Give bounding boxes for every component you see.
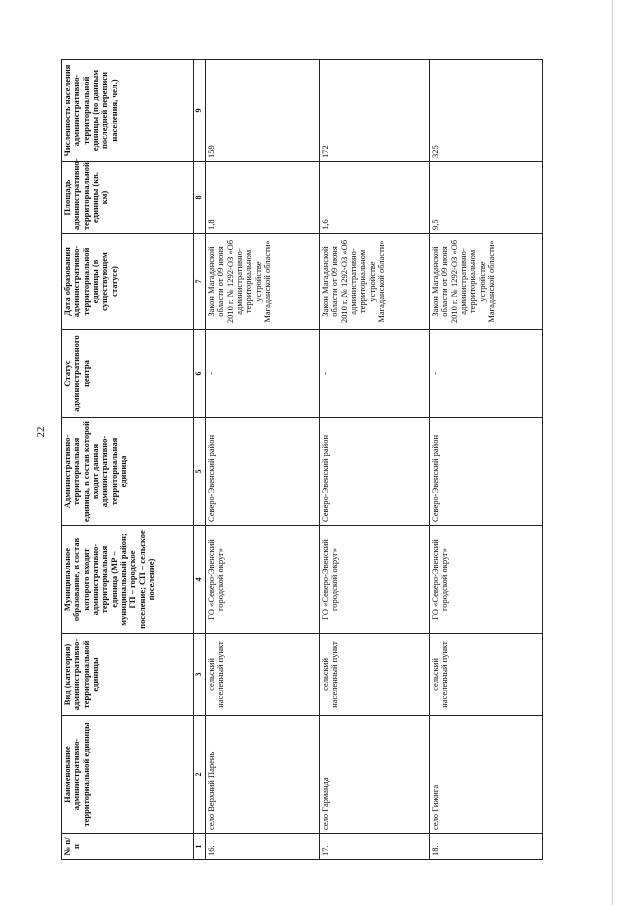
unit-kind: сельский населенный пункт xyxy=(320,634,430,716)
header-cell: Вид (категория) административно-территориальной единицы xyxy=(62,634,194,716)
page-edge-line xyxy=(612,0,613,905)
parent-admin-unit: Северо-Эвенский район xyxy=(320,418,430,526)
header-cell: Муниципальное образование, в состав которого входит административно-территориальная единица (МР – муниципальный район; ГП – городское поселение; СП – сельское поселение) xyxy=(62,526,194,634)
column-number: 8 xyxy=(194,162,206,234)
column-number: 3 xyxy=(194,634,206,716)
header-cell: Административно-территориальная единица, в состав которой входит данная административно-территориальная единица xyxy=(62,418,194,526)
municipality: ГО «Северо-Эвенский городской округ» xyxy=(320,526,430,634)
header-cell: Численность населения административно-территориальной единицы (по данным последней переписи населения, чел.) xyxy=(62,60,194,162)
row-number: 18. xyxy=(430,834,543,860)
population: 172 xyxy=(320,60,430,162)
header-cell: Наименование административно-территориальной единицы xyxy=(62,716,194,834)
table-row xyxy=(320,60,430,860)
header-cell: Статус административного центра xyxy=(62,330,194,418)
unit-name: село Гижига xyxy=(430,716,543,834)
table-row xyxy=(430,60,543,860)
parent-admin-unit: Северо-Эвенский район xyxy=(430,418,543,526)
unit-name: село Гарманда xyxy=(320,716,430,834)
column-number-row xyxy=(194,60,206,860)
admin-units-table xyxy=(61,59,543,860)
center-status: - xyxy=(320,330,430,418)
municipality: ГО «Северо-Эвенский городской округ» xyxy=(206,526,320,634)
formation-law: Закон Магаданской области от 09 июня 2010 г. № 1292-ОЗ «Об административно-территориальном устройстве Магаданской области» xyxy=(206,234,320,330)
unit-kind: сельский населенный пункт xyxy=(206,634,320,716)
column-number: 2 xyxy=(194,716,206,834)
column-number: 5 xyxy=(194,418,206,526)
header-cell: № п/п xyxy=(62,834,194,860)
population: 325 xyxy=(430,60,543,162)
area: 1,8 xyxy=(206,162,320,234)
row-number: 17. xyxy=(320,834,430,860)
column-number: 6 xyxy=(194,330,206,418)
population: 159 xyxy=(206,60,320,162)
page-number: 22 xyxy=(35,426,47,438)
table-container xyxy=(61,60,542,860)
center-status: - xyxy=(430,330,543,418)
unit-kind: сельский населенный пункт xyxy=(430,634,543,716)
row-number: 16. xyxy=(206,834,320,860)
table-header-row xyxy=(62,60,194,860)
column-number: 1 xyxy=(194,834,206,860)
column-number: 7 xyxy=(194,234,206,330)
header-cell: Дата образования административно-территориальной единицы (в существующем статусе) xyxy=(62,234,194,330)
header-cell: Площадь административно-территориальной единицы (кв. км) xyxy=(62,162,194,234)
center-status: - xyxy=(206,330,320,418)
parent-admin-unit: Северо-Эвенский район xyxy=(206,418,320,526)
unit-name: село Верхний Парень xyxy=(206,716,320,834)
formation-law: Закон Магаданской области от 09 июня 2010 г. № 1292-ОЗ «Об административно-территориальном устройстве Магаданской области» xyxy=(320,234,430,330)
column-number: 9 xyxy=(194,60,206,162)
area: 1,6 xyxy=(320,162,430,234)
column-number: 4 xyxy=(194,526,206,634)
formation-law: Закон Магаданской области от 09 июня 2010 г. № 1292-ОЗ «Об административно-территориальном устройстве Магаданской области» xyxy=(430,234,543,330)
area: 9,5 xyxy=(430,162,543,234)
table-row xyxy=(206,60,320,860)
municipality: ГО «Северо-Эвенский городской округ» xyxy=(430,526,543,634)
